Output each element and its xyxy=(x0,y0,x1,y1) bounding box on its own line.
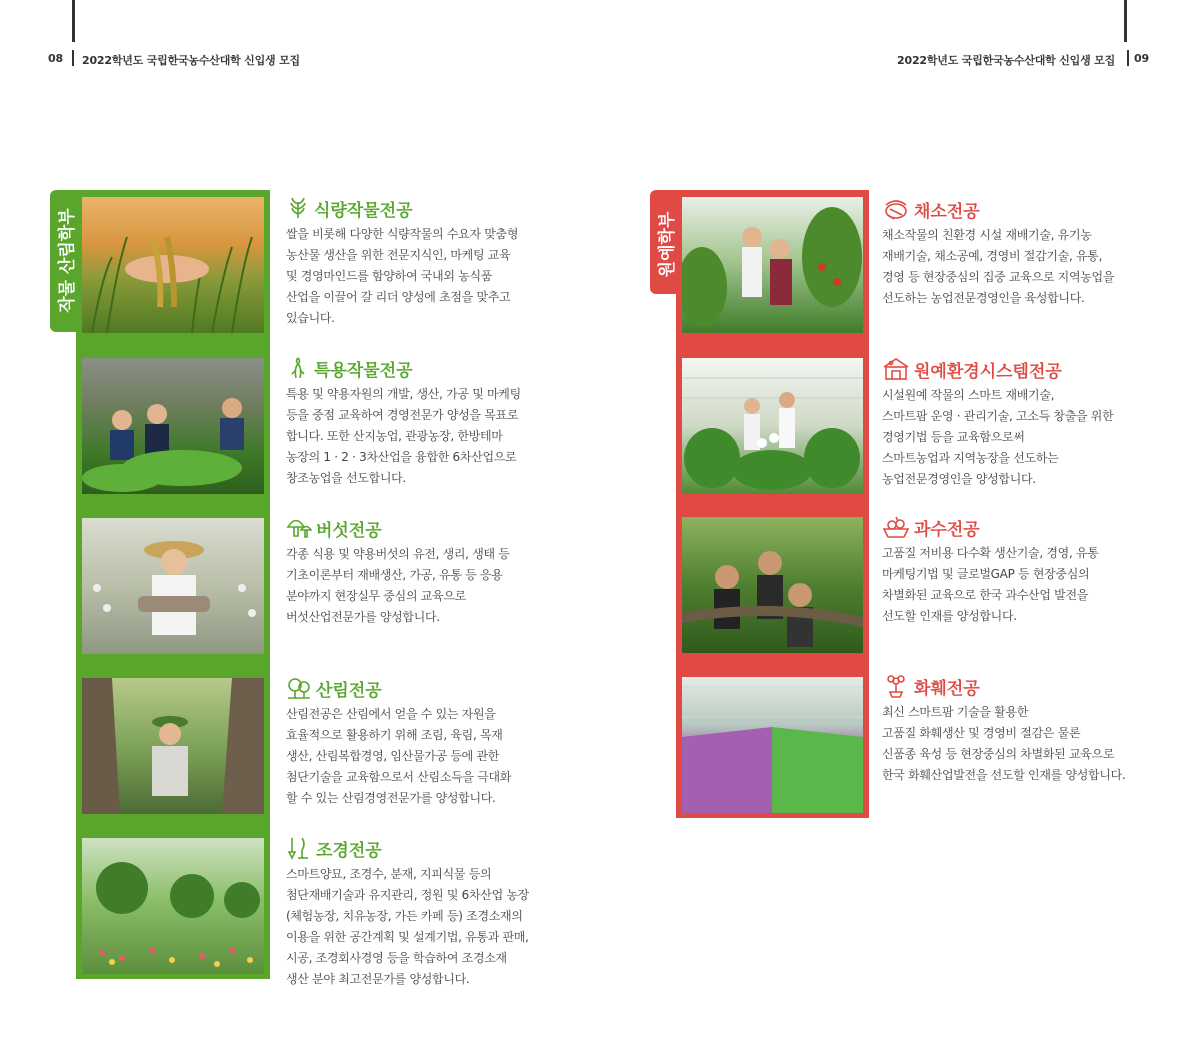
greenhouse-photo-art xyxy=(682,358,863,494)
left-running-title: 2022학년도 국립한국농수산대학 신입생 모집 xyxy=(82,54,300,67)
desc-line: 창조농업을 선도합니다. xyxy=(286,471,406,485)
right-page-number: 09 xyxy=(1134,52,1149,65)
desc-line: 쌀을 비롯해 다양한 식량작물의 수요자 맞춤형 xyxy=(286,227,519,241)
crop-forest-dept-tab xyxy=(50,190,80,332)
major-description xyxy=(882,225,1162,309)
desc-line: 마케팅기법 및 글로벌GAP 등 현장중심의 xyxy=(882,567,1090,581)
major-floriculture xyxy=(882,673,1172,786)
fruit-photo xyxy=(682,517,863,653)
right-page-rule-top xyxy=(1124,0,1127,42)
crop-forest-dept-label: 작물 산림학부 xyxy=(57,208,78,313)
forest-photo xyxy=(82,678,264,814)
desc-line: 분야까지 현장실무 중심의 교육으로 xyxy=(286,589,466,603)
rice-photo-art xyxy=(82,197,264,333)
flower-photo-art xyxy=(682,677,863,813)
left-page-number: 08 xyxy=(48,52,63,65)
flower-icon xyxy=(882,674,910,698)
desc-line: (체험농장, 치유농장, 가든 카페 등) 조경소재의 xyxy=(286,909,523,923)
mushroom-photo xyxy=(82,518,264,654)
desc-line: 농업전문경영인을 양성합니다. xyxy=(882,472,1036,486)
desc-line: 할 수 있는 산림경영전문가를 양성합니다. xyxy=(286,791,496,805)
tree-icon xyxy=(286,676,312,700)
desc-line: 스마트양묘, 조경수, 분재, 지피식물 등의 xyxy=(286,867,492,881)
major-special-crops xyxy=(286,355,556,489)
major-description xyxy=(882,543,1162,627)
vegetable-photo-art xyxy=(682,197,863,333)
desc-line: 최신 스마트팜 기술을 활용한 xyxy=(882,705,1029,719)
greenhouse-icon xyxy=(882,357,910,381)
desc-line: 생산 분야 최고전문가를 양성합니다. xyxy=(286,972,470,986)
left-header-divider xyxy=(72,50,74,66)
desc-line: 첨단재배기술과 유지관리, 정원 및 6차산업 농장 xyxy=(286,888,529,902)
desc-line: 및 경영마인드를 함양하여 국내외 농식품 xyxy=(286,269,493,283)
major-landscape xyxy=(286,835,566,990)
desc-line: 농장의 1 · 2 · 3차산업을 융합한 6차산업으로 xyxy=(286,450,517,464)
desc-line: 재배기술, 채소공예, 경영비 절감기술, 유통, xyxy=(882,249,1103,263)
desc-line: 효율적으로 활용하기 위해 조림, 육림, 목재 xyxy=(286,728,503,742)
desc-line: 선도하는 농업전문경영인을 육성합니다. xyxy=(882,291,1085,305)
left-page-rule-top xyxy=(72,0,75,42)
right-running-title: 2022학년도 국립한국농수산대학 신입생 모집 xyxy=(897,54,1115,67)
desc-line: 차별화된 교육으로 한국 과수산업 발전을 xyxy=(882,588,1089,602)
rice-photo xyxy=(82,197,264,333)
desc-line: 한국 화훼산업발전을 선도할 인재를 양성합니다. xyxy=(882,768,1126,782)
major-vegetable xyxy=(882,196,1162,309)
major-description xyxy=(882,385,1162,490)
major-description xyxy=(286,544,556,628)
desc-line: 이용을 위한 공간계획 및 설계기법, 유통과 판매, xyxy=(286,930,529,944)
desc-line: 기초이론부터 재배생산, 가공, 유통 등 응용 xyxy=(286,568,503,582)
horticulture-dept-tab xyxy=(650,190,680,294)
desc-line: 스마트농업과 지역농장을 선도하는 xyxy=(882,451,1059,465)
landscape-photo-art xyxy=(82,838,264,974)
major-description xyxy=(286,384,556,489)
desc-line: 고품질 화훼생산 및 경영비 절감은 물론 xyxy=(882,726,1081,740)
major-title: 과수전공 xyxy=(914,519,980,540)
major-forestry xyxy=(286,675,556,809)
right-header-divider xyxy=(1127,50,1129,66)
vegetable-photo xyxy=(682,197,863,333)
desc-line: 첨단기술을 교육함으로서 산림소득을 극대화 xyxy=(286,770,512,784)
rice-icon xyxy=(286,196,310,220)
major-hort-env-system xyxy=(882,356,1162,490)
major-description xyxy=(286,704,556,809)
horticulture-dept-label: 원예학부 xyxy=(657,211,678,278)
desc-line: 각종 식용 및 약용버섯의 유전, 생리, 생태 등 xyxy=(286,547,510,561)
greenhouse-photo xyxy=(682,358,863,494)
desc-line: 시설원예 작물의 스마트 재배기술, xyxy=(882,388,1055,402)
ginseng-icon xyxy=(286,356,310,380)
major-title: 조경전공 xyxy=(316,840,382,861)
desc-line: 고품질 저비용 다수확 생산기술, 경영, 유통 xyxy=(882,546,1099,560)
desc-line: 신품종 육성 등 현장중심의 차별화된 교육으로 xyxy=(882,747,1115,761)
major-description xyxy=(286,224,556,329)
desc-line: 생산, 산림복합경영, 임산물가공 등에 관한 xyxy=(286,749,500,763)
special-crop-photo-art xyxy=(82,358,264,494)
desc-line: 버섯산업전문가를 양성합니다. xyxy=(286,610,440,624)
major-description xyxy=(882,702,1172,786)
desc-line: 경영기법 등을 교육함으로써 xyxy=(882,430,1025,444)
desc-line: 시공, 조경회사경영 등을 학습하여 조경소재 xyxy=(286,951,507,965)
major-title: 식량작물전공 xyxy=(314,200,413,221)
desc-line: 스마트팜 운영 · 관리기술, 고소득 창출을 위한 xyxy=(882,409,1114,423)
flower-photo xyxy=(682,677,863,813)
forest-photo-art xyxy=(82,678,264,814)
special-crop-photo xyxy=(82,358,264,494)
desc-line: 선도할 인재를 양성합니다. xyxy=(882,609,1017,623)
major-title: 특용작물전공 xyxy=(314,360,413,381)
desc-line: 있습니다. xyxy=(286,311,335,325)
major-title: 산림전공 xyxy=(316,680,382,701)
major-title: 버섯전공 xyxy=(316,520,382,541)
mushroom-photo-art xyxy=(82,518,264,654)
major-title: 채소전공 xyxy=(914,201,980,222)
mushroom-icon xyxy=(286,516,312,540)
desc-line: 합니다. 또한 산지농업, 관광농장, 한방테마 xyxy=(286,429,503,443)
landscape-photo xyxy=(82,838,264,974)
desc-line: 산업을 이끌어 갈 리더 양성에 초점을 맞추고 xyxy=(286,290,511,304)
desc-line: 특용 및 약용자원의 개발, 생산, 가공 및 마케팅 xyxy=(286,387,521,401)
major-description xyxy=(286,864,566,990)
vegetable-icon xyxy=(882,197,910,221)
fruit-icon xyxy=(882,515,910,539)
major-title: 원예환경시스템전공 xyxy=(914,361,1062,382)
fruit-photo-art xyxy=(682,517,863,653)
major-mushroom xyxy=(286,515,556,628)
shovel-icon xyxy=(286,836,312,860)
major-title: 화훼전공 xyxy=(914,678,980,699)
major-fruit xyxy=(882,514,1162,627)
desc-line: 등을 중점 교육하여 경영전문가 양성을 목표로 xyxy=(286,408,519,422)
desc-line: 농산물 생산을 위한 전문지식인, 마케팅 교육 xyxy=(286,248,511,262)
desc-line: 채소작물의 친환경 시설 재배기술, 유기농 xyxy=(882,228,1092,242)
desc-line: 산림전공은 산림에서 얻을 수 있는 자원을 xyxy=(286,707,496,721)
major-food-crops xyxy=(286,195,556,329)
desc-line: 경영 등 현장중심의 집중 교육으로 지역농업을 xyxy=(882,270,1115,284)
